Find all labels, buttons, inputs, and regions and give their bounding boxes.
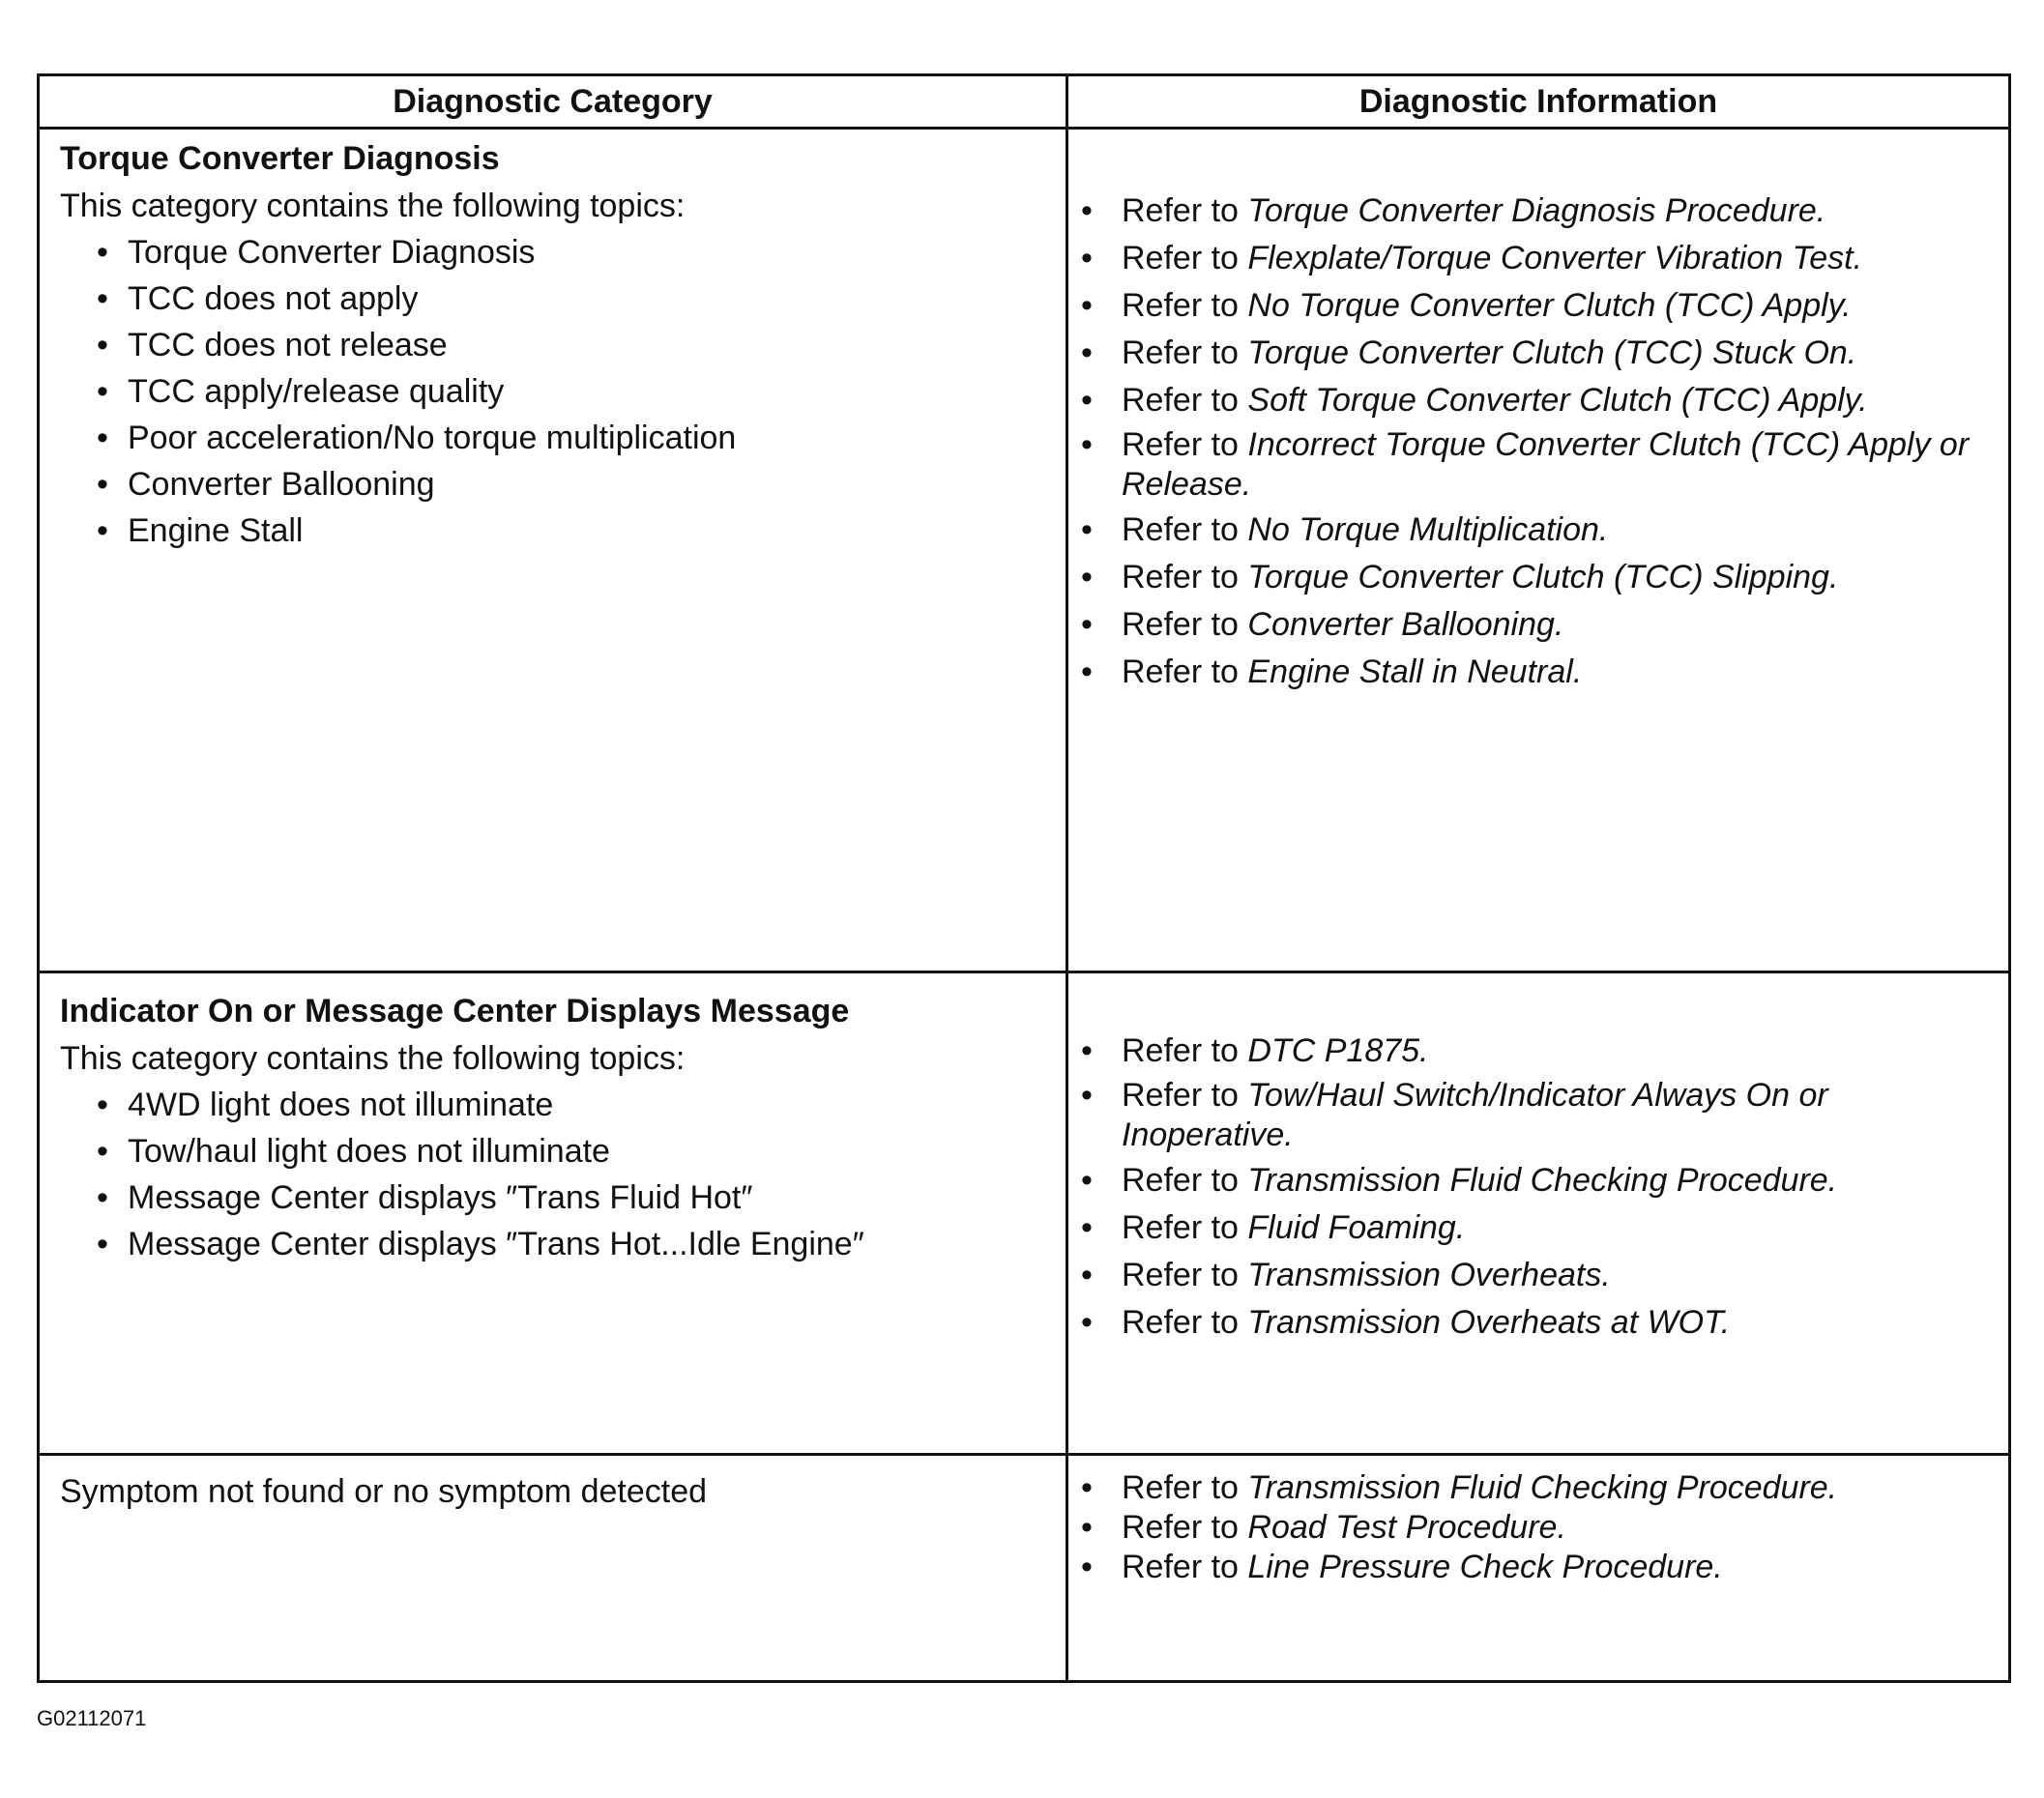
category-cell-indicator — [60, 987, 1056, 1267]
header-diagnostic-information: Diagnostic Information — [1358, 83, 1718, 120]
reference-item — [1081, 1158, 1990, 1203]
reference-prefix: Refer to — [1122, 1257, 1239, 1293]
reference-link[interactable]: Transmission Fluid Checking Procedure. — [1247, 1162, 1838, 1199]
reference-link[interactable]: Engine Stall in Neutral. — [1247, 653, 1583, 690]
header-diagnostic-category: Diagnostic Category — [393, 83, 713, 120]
reference-item — [1081, 1029, 1990, 1073]
row-divider-1 — [40, 971, 2008, 973]
reference-prefix: Refer to — [1122, 1549, 1239, 1585]
reference-prefix: Refer to — [1122, 653, 1239, 690]
reference-prefix: Refer to — [1122, 1509, 1239, 1546]
reference-prefix: Refer to — [1122, 382, 1239, 419]
reference-list — [1081, 1029, 1990, 1345]
reference-link[interactable]: Soft Torque Converter Clutch (TCC) Apply. — [1247, 382, 1868, 419]
topic-item: • Engine Stall — [97, 508, 1056, 554]
reference-item — [1081, 283, 1990, 328]
reference-prefix: Refer to — [1122, 1304, 1239, 1341]
reference-item — [1081, 602, 1990, 647]
reference-prefix: Refer to — [1122, 1077, 1239, 1114]
reference-prefix: Refer to — [1122, 240, 1239, 276]
category-cell-no-symptom — [60, 1468, 1056, 1515]
reference-item — [1081, 650, 1990, 694]
reference-link[interactable]: Transmission Overheats. — [1247, 1257, 1611, 1293]
reference-item — [1081, 378, 1990, 422]
reference-item — [1081, 425, 1990, 505]
column-divider — [1066, 76, 1068, 1680]
reference-link[interactable]: DTC P1875. — [1247, 1032, 1429, 1069]
reference-prefix: Refer to — [1122, 287, 1239, 324]
info-cell-indicator — [1081, 1029, 1990, 1348]
topic-list — [60, 229, 1056, 554]
reference-item — [1081, 1205, 1990, 1250]
reference-link[interactable]: Fluid Foaming. — [1247, 1209, 1466, 1246]
reference-prefix: Refer to — [1122, 426, 1239, 463]
category-intro: This category contains the following topics: — [60, 188, 686, 224]
reference-prefix: Refer to — [1122, 1162, 1239, 1199]
info-cell-no-symptom — [1081, 1468, 1990, 1587]
reference-item — [1081, 236, 1990, 280]
topic-item: • Torque Converter Diagnosis — [97, 229, 1056, 276]
reference-prefix: Refer to — [1122, 1032, 1239, 1069]
reference-link[interactable]: Torque Converter Clutch (TCC) Stuck On. — [1247, 334, 1857, 371]
topic-item: • Converter Ballooning — [97, 461, 1056, 508]
diagnostic-table — [37, 73, 2011, 1683]
reference-link[interactable]: Tow/Haul Switch/Indicator Always On or Inoperative. — [1122, 1077, 1828, 1153]
category-title: Torque Converter Diagnosis — [60, 140, 500, 177]
reference-link[interactable]: Transmission Overheats at WOT. — [1247, 1304, 1731, 1341]
reference-prefix: Refer to — [1122, 334, 1239, 371]
reference-prefix: Refer to — [1122, 1469, 1239, 1506]
reference-item — [1081, 1548, 1990, 1587]
reference-link[interactable]: Flexplate/Torque Converter Vibration Test. — [1247, 240, 1863, 276]
reference-item — [1081, 1076, 1990, 1155]
reference-link[interactable]: Torque Converter Diagnosis Procedure. — [1247, 192, 1826, 229]
reference-prefix: Refer to — [1122, 511, 1239, 548]
topic-item: • Message Center displays ″Trans Hot...Idle Engine″ — [97, 1221, 1056, 1267]
topic-item: • Message Center displays ″Trans Fluid Hot″ — [97, 1174, 1056, 1221]
reference-list — [1081, 1468, 1990, 1587]
reference-link[interactable]: Transmission Fluid Checking Procedure. — [1247, 1469, 1838, 1506]
reference-item — [1081, 555, 1990, 599]
figure-id: G02112071 — [37, 1706, 147, 1730]
reference-prefix: Refer to — [1122, 606, 1239, 643]
reference-list — [1081, 188, 1990, 694]
reference-link[interactable]: Incorrect Torque Converter Clutch (TCC) Apply or Release. — [1122, 426, 1970, 503]
category-cell-torque-converter — [60, 134, 1056, 554]
reference-link[interactable]: No Torque Converter Clutch (TCC) Apply. — [1247, 287, 1852, 324]
reference-item — [1081, 331, 1990, 375]
reference-prefix: Refer to — [1122, 559, 1239, 595]
category-intro: This category contains the following topics: — [60, 1040, 686, 1077]
reference-item — [1081, 1300, 1990, 1345]
reference-item — [1081, 508, 1990, 552]
topic-item: • TCC does not apply — [97, 276, 1056, 322]
reference-item — [1081, 1508, 1990, 1548]
reference-prefix: Refer to — [1122, 192, 1239, 229]
reference-link[interactable]: Road Test Procedure. — [1247, 1509, 1566, 1546]
topic-item: • TCC does not release — [97, 322, 1056, 368]
reference-link[interactable]: Line Pressure Check Procedure. — [1247, 1549, 1723, 1585]
category-text: Symptom not found or no symptom detected — [60, 1473, 708, 1510]
topic-list — [60, 1082, 1056, 1267]
reference-prefix: Refer to — [1122, 1209, 1239, 1246]
header-divider — [40, 127, 2008, 130]
reference-link[interactable]: Torque Converter Clutch (TCC) Slipping. — [1247, 559, 1839, 595]
category-title: Indicator On or Message Center Displays Message — [60, 993, 850, 1030]
reference-item — [1081, 1468, 1990, 1508]
reference-item — [1081, 1253, 1990, 1297]
topic-item: • Tow/haul light does not illuminate — [97, 1128, 1056, 1174]
reference-item — [1081, 188, 1990, 233]
reference-link[interactable]: No Torque Multiplication. — [1247, 511, 1609, 548]
topic-item: • TCC apply/release quality — [97, 368, 1056, 415]
info-cell-torque-converter — [1081, 188, 1990, 697]
topic-item: • 4WD light does not illuminate — [97, 1082, 1056, 1128]
reference-link[interactable]: Converter Ballooning. — [1247, 606, 1564, 643]
row-divider-2 — [40, 1453, 2008, 1456]
topic-item: • Poor acceleration/No torque multiplication — [97, 415, 1056, 461]
